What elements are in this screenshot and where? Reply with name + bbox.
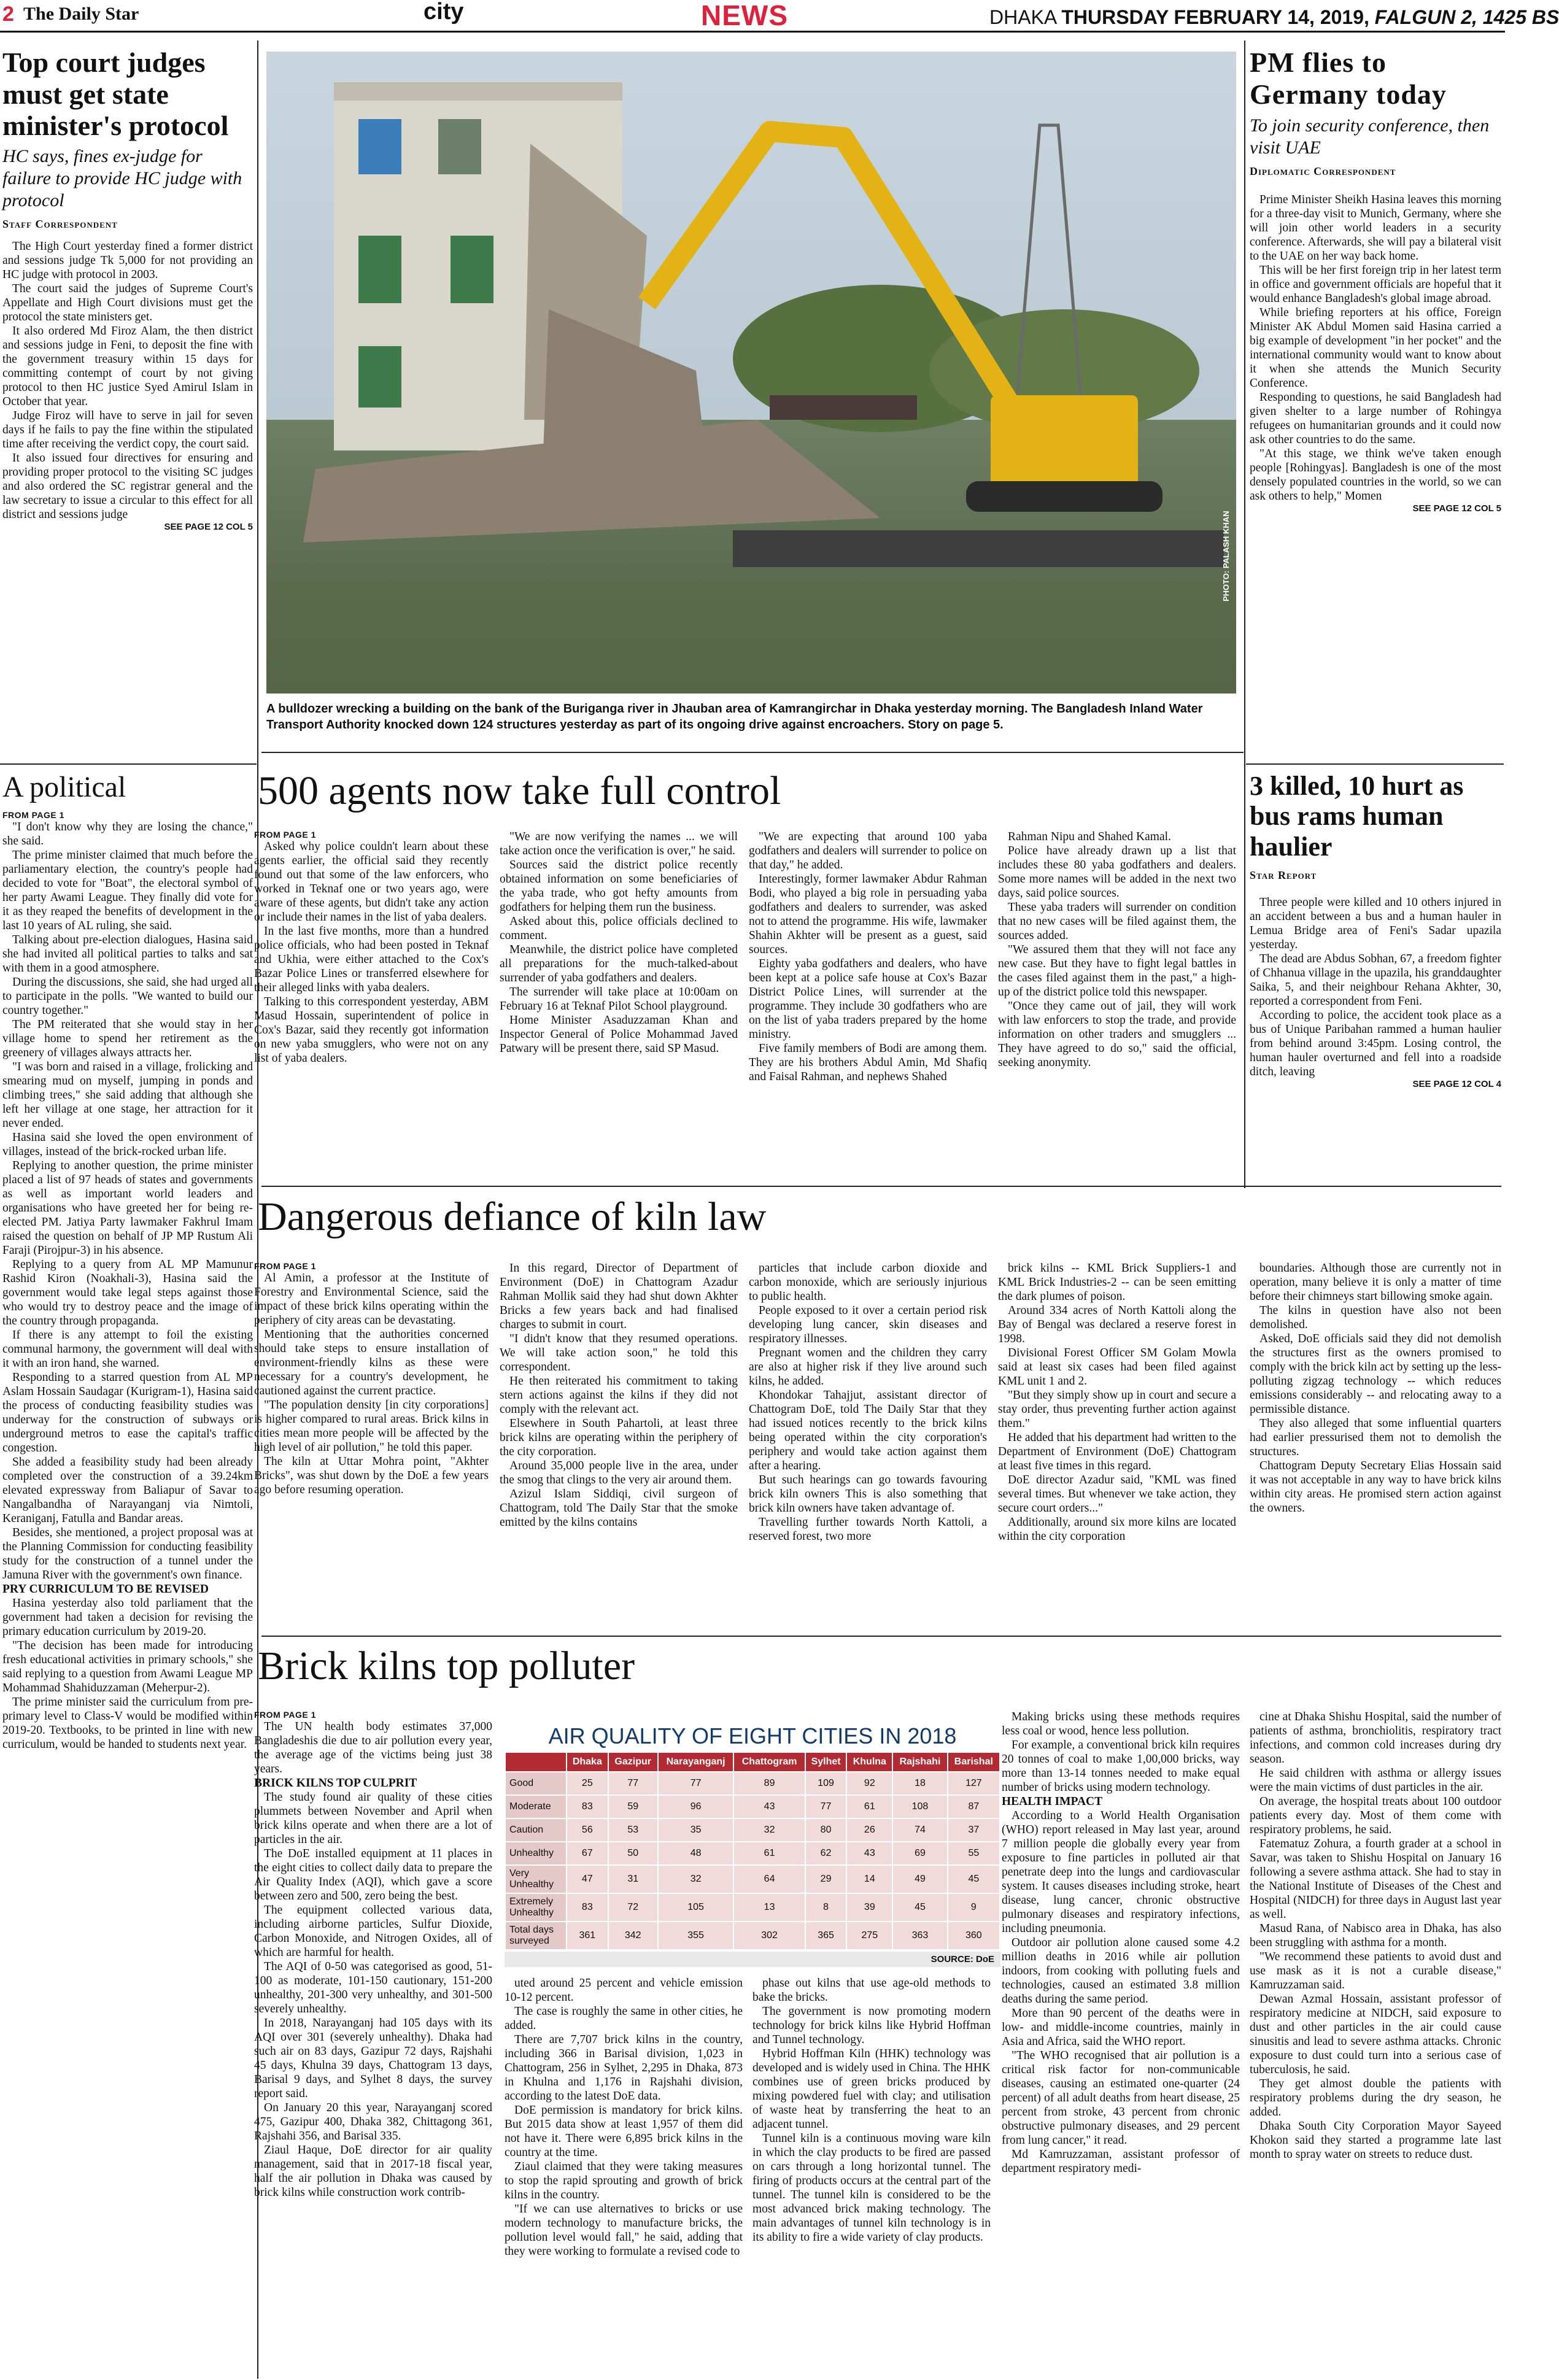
agents-column-2 [500,830,738,1183]
table-cell: 361 [567,1922,608,1950]
section-rule [0,763,257,765]
paragraph: The government is now promoting modern technology for brick kilns like Hybrid Hoffman and Tunnel technology. [752,2005,991,2046]
date-prefix: DHAKA [989,6,1056,28]
table-body [505,1772,1000,1950]
table-cell: 37 [948,1818,1000,1842]
brick-column-2 [505,1976,743,2378]
table-row [505,1922,1000,1950]
paragraph: Replying to a query from AL MP Mamunur Rashid Kiron (Noakhali-3), Hasina said the government would take legal steps against those who would try to destroy peace and the image of the country through propaganda. [2,1258,253,1327]
headline: 3 killed, 10 hurt as bus rams human haulier [1250,771,1464,862]
corner-cell [505,1752,567,1772]
table-cell: 275 [846,1922,892,1950]
section-rule [261,1186,1501,1187]
table-cell: 45 [948,1865,1000,1893]
table-row [505,1893,1000,1922]
paragraph: Meanwhile, the district police have completed all preparations for the much-talked-about surrender of yaba godfathers and dealers. [500,943,738,984]
paragraph: Rahman Nipu and Shahed Kamal. [1008,830,1171,843]
column-header: Gazipur [608,1752,658,1772]
table-cell: 74 [892,1818,947,1842]
paragraph: Ziaul Haque, DoE director for air quality management, said that in 2017-18 fiscal year, half the air pollution in Dhaka was caused by brick kilns while construction work contrib- [254,2144,492,2199]
table-cell: 31 [608,1865,658,1893]
paragraph: Mentioning that the authorities concerned should take steps to ensure installation of environment-friendly kilns as these were necessary for a country's development, he cautioned against the current practice. [254,1328,489,1397]
headline: Dangerous defiance of kiln law [258,1194,767,1239]
table-cell: 35 [658,1818,734,1842]
paragraph: Dhaka South City Corporation Mayor Sayeed Khokon said they started a programme late last month to spray water on streets to reduce dust. [1250,2120,1501,2161]
kiln-column-3 [749,1261,987,1629]
kiln-column-5 [1250,1261,1501,1629]
table-cell: 127 [948,1772,1000,1795]
headline: Brick kilns top polluter [258,1644,635,1688]
paragraph: "We are now verifying the names ... we will take action once the verification is over," he said. [500,830,738,857]
article-body [1250,895,1501,1079]
table-cell: 14 [846,1865,892,1893]
table-cell: 77 [608,1772,658,1795]
kiln-column-1 [254,1261,489,1629]
table-cell: 45 [892,1893,947,1922]
section-rule [1246,763,1504,765]
table-cell: 80 [805,1818,847,1842]
paragraph: The prime minister said the curriculum from pre-primary level to Class-V would be modified within 2019-20. Textbooks, to be printed in line with new curriculum, would be handed to students next year. [2,1695,253,1751]
article-brick-headline [254,1644,991,1705]
paragraph: For example, a conventional brick kiln requires 20 tonnes of coal to make 1,00,000 bricks, way more than 13-14 tonnes needed to make equal number of bricks using modern technology. [1002,1739,1240,1794]
table-source: SOURCE: DoE [505,1952,1000,1967]
paragraph: Talking to this correspondent yesterday, ABM Masud Hossain, superintendent of police in Cox's Bazar, said they recently got information on new yaba smugglers, who were not on any list of yaba dealers. [254,995,489,1065]
row-label: Very Unhealthy [505,1865,567,1893]
table-cell: 89 [733,1772,805,1795]
paragraph: Hasina said she loved the open environment of villages, instead of the brick-rocked urban life. [2,1130,253,1158]
from-page-label: FROM PAGE 1 [2,809,64,820]
table-cell: 96 [658,1795,734,1818]
paragraph: Home Minister Asaduzzaman Khan and Inspector General of Police Mohammad Javed Patwary will be present there, said SP Masud. [500,1014,738,1055]
table-title: AIR QUALITY OF EIGHT CITIES IN 2018 [548,1723,957,1748]
paragraph: The PM reiterated that she would stay in her village home to spend her retirement as the greenery of villages always attracts her. [2,1018,253,1059]
deck: To join security conference, then visit UAE [1250,115,1490,158]
paragraph: "I didn't know that they resumed operations. We will take action soon," he told this correspondent. [500,1332,738,1374]
paragraph: "Once they came out of jail, they will work with law enforcers to stop the trade, and provide information on other traders and smugglers ... They have agreed to do so," said the official, seeking anonymity. [998,1000,1236,1069]
paragraph: In the last five months, more than a hundred police officials, who had been posted in Teknaf and Ukhia, were either attached to the Cox's Bazar Police Lines or transferred elsewhere for their alleged links with yaba dealers. [254,925,489,994]
paragraph: Azizul Islam Siddiqi, civil surgeon of Chattogram, told The Daily Star that the smoke emitted by the kilns contains [500,1488,738,1529]
paragraph: Masud Rana, of Nabisco area in Dhaka, has also been struggling with asthma for a month. [1250,1922,1501,1949]
paragraph: The court said the judges of Supreme Court's Appellate and High Court divisions must get the protocol the state ministers get. [2,282,253,323]
paragraph: Outdoor air pollution alone caused some 4.2 million deaths in 2016 while air pollution indoors, from cooking with polluting fuels and technologies, caused an estimated 3.8 million deaths during the same period. [1002,1936,1240,2006]
table-cell: 77 [805,1795,847,1818]
table-row [505,1772,1000,1795]
table-cell: 49 [892,1865,947,1893]
paragraph: She added a feasibility study had been already completed over the construction of a 39.24km elevated expressway from Baliapur of Savar to Nangalbandha of Narayanganj via Nimtoli, Keraniganj, Fatulla and Bandar areas. [2,1455,253,1525]
paragraph: There are 7,707 brick kilns in the country, including 366 in Barisal division, 1,023 in Chattogram, 256 in Sylhet, 2,295 in Dhaka, 873 in Khulna and 1,176 in Rajshahi division, according to the latest DoE data. [505,2033,743,2103]
paragraph: DoE director Azadur said, "KML was fined several times. But whenever we take action, they secure court orders..." [998,1474,1236,1515]
paragraph: "We recommend these patients to avoid dust and use mask as it is not a curable disease," Kamruzzaman said. [1250,1950,1501,1992]
table-cell: 67 [567,1842,608,1865]
paragraph: Dewan Azmal Hossain, assistant professor of respiratory medicine at NIDCH, said exposure to dust and other particles in the air could cause sinusitis and lead to severe asthma attacks. Chronic exposure to dust could turn into a serious case of tuberculosis, he said. [1250,1993,1501,2076]
table-cell: 77 [658,1772,734,1795]
dateline [989,6,1559,29]
paragraph: Around 35,000 people live in the area, under the smog that clings to the very air around them. [500,1459,738,1486]
paragraph: "If we can use alternatives to bricks or use modern technology to manufacture bricks, the pollution level would fall," he said, adding that they were working to formulate a revised code to [505,2203,743,2258]
paragraph: The case is roughly the same in other cities, he added. [505,2005,743,2032]
from-page-label: FROM PAGE 1 [254,830,316,840]
table-cell: 18 [892,1772,947,1795]
row-label: Good [505,1772,567,1795]
paragraph: "The population density [in city corporations] is higher compared to rural areas. Brick kilns in cities mean more people will be affected by the high level of air pollution," he told this paper. [254,1399,489,1454]
paragraph: During the discussions, she said, she had urged all to participate in the polls. "We wanted to build our country together." [2,975,253,1017]
table-cell: 25 [567,1772,608,1795]
table-cell: 61 [733,1842,805,1865]
news-photo [266,52,1236,694]
subhead: BRICK KILNS TOP CULPRIT [254,1777,417,1790]
paragraph: The study found air quality of these cities plummets between November and April when brick kilns operate and when there are a lot of particles in the air. [254,1791,492,1846]
aqi-table-graphic [505,1723,1000,1967]
section-tag: NEWS [701,0,788,31]
headline: Top court judges must get state minister's protocol [2,47,229,142]
article-body [1250,193,1501,503]
paragraph: Ziaul claimed that they were taking measures to stop the rapid sprouting and growth of brick kilns in the country. [505,2160,743,2201]
table-header-row [505,1752,1000,1772]
column-header: Rajshahi [892,1752,947,1772]
table-cell: 8 [805,1893,847,1922]
paragraph: boundaries. Although those are currently not in operation, many believe it is only a matter of time before their chimneys start billowing smoke again. [1250,1262,1501,1303]
paragraph: He added that his department had written to the Department of Environment (DoE) Chattogram at least five times in this regard. [998,1431,1236,1472]
paragraph: He then reiterated his commitment to taking stern actions against the kilns if they did not comply with the relevant act. [500,1375,738,1416]
paragraph: In this regard, Director of Department of Environment (DoE) in Chattogram Azadur Rahman Mollik said they had shut down Akhter Bricks a few years back and had finalised charges to submit in court. [500,1262,738,1331]
paragraph: phase out kilns that use age-old methods to bake the bricks. [752,1977,991,2004]
byline: Diplomatic Correspondent [1250,165,1396,178]
table-cell: 59 [608,1795,658,1818]
section-label: city [424,0,464,25]
paragraph: Sources said the district police recently obtained information on some beneficiaries of the yaba trade, who got hefty amounts from godfathers for helping them run the business. [500,859,738,914]
paragraph: Elsewhere in South Pahartoli, at least three brick kilns are operating within the periphery of the city corporation. [500,1417,738,1458]
table-cell: 365 [805,1922,847,1950]
paragraph: Interestingly, former lawmaker Abdur Rahman Bodi, who played a big role in persuading yaba godfathers and dealers to surrender, was asked not to attend the programme. His wife, lawmaker Shahin Akhter will be present as a guest, said sources. [749,873,987,956]
paragraph: Replying to another question, the prime minister placed a list of 97 heads of states and governments as well as important world leaders and organisations who have greeted her for being re-elected PM. Jatiya Party lawmaker Fakhrul Imam raised the question on behalf of JP MP Rustum Ali Faraji (Pirojpur-3) in his absence. [2,1159,253,1257]
paragraph: But such hearings can go towards favouring brick kiln owners This is also something that brick kiln owners have taken advantage of. [749,1474,987,1515]
jump-link[interactable]: SEE PAGE 12 COL 4 [1412,1078,1501,1089]
table-cell: 9 [948,1893,1000,1922]
paragraph: It also ordered Md Firoz Alam, the then district and sessions judge in Feni, to deposit the fine with the government treasury within 15 days for committing contempt of court by not giving protocol to then HC justice Syed Amirul Islam in October that year. [2,324,253,408]
table-cell: 87 [948,1795,1000,1818]
jump-link[interactable]: SEE PAGE 12 COL 5 [164,521,253,532]
paragraph: The kiln at Uttar Mohra point, "Akhter Bricks", was shut down by the DoE a few years ago before resuming operation. [254,1455,489,1496]
paragraph: Asked about this, police officials declined to comment. [500,915,738,942]
paragraph: Responding to questions, he said Bangladesh had given shelter to a large number of Rohingya refugees on humanitarian grounds and it could now ask other countries to do the same. [1250,391,1501,447]
paragraph: Talking about pre-election dialogues, Hasina said she had invited all political parties to talks and sat with them in a good atmosphere. [2,933,253,975]
table-cell: 50 [608,1842,658,1865]
table-cell: 72 [608,1893,658,1922]
table-cell: 55 [948,1842,1000,1865]
paragraph: Responding to a starred question from AL MP Aslam Hossain Saudagar (Kurigram-1), Hasina said the process of conducting feasibility studies was underway for the construction of subways or underground metros to ease the capital's traffic congestion. [2,1370,253,1455]
from-page-label: FROM PAGE 1 [254,1710,316,1720]
headline: PM flies to Germany today [1250,47,1447,110]
paragraph: These yaba traders will surrender on condition that no new cases will be filed against them, the sources added. [998,901,1236,942]
masthead [0,0,1559,33]
table-cell: 363 [892,1922,947,1950]
paragraph: Travelling further towards North Kattoli, a reserved forest, two more [749,1516,987,1543]
row-label: Unhealthy [505,1842,567,1865]
table-cell: 109 [805,1772,847,1795]
paragraph: According to a World Health Organisation (WHO) report released in May last year, around 7 million people die globally every year from exposure to fine particles in polluted air that penetrate deep into the lungs and cardiovascular system. It causes diseases including stroke, heart disease, lung cancer, chronic obstructive pulmonary diseases and respiratory infections, including pneumonia. [1002,1809,1240,1935]
paragraph: According to police, the accident took place as a bus of Unique Paribahan rammed a human haulier from behind around 3:45pm. Losing control, the human hauler overturned and fell into a roadside ditch, leaving [1250,1008,1501,1078]
headline: A political [2,771,126,803]
paragraph: He said children with asthma or allergy issues were the main victims of dust particles in the air. [1250,1767,1501,1794]
deck: HC says, fines ex-judge for failure to provide HC judge with protocol [2,145,242,211]
paragraph: "I don't know why they are losing the chance," she said. [2,820,253,848]
column-header: Khulna [846,1752,892,1772]
paragraph: "But they simply show up in court and secure a stay order, thus preventing further action against them." [998,1389,1236,1430]
paragraph: Khondokar Tahajjut, assistant director of Chattogram DoE, told The Daily Star that they had issued notices recently to the brick kilns being operated within the city corporation's periphery and would take action against them after a hearing. [749,1389,987,1472]
paragraph: Tunnel kiln is a continuous moving ware kiln in which the clay products to be fired are passed on cars through a long horizontal tunnel. The firing of products occurs at the central part of the tunnel. The tunnel kiln is considered to be the most advanced brick making technology. The main advantages of tunnel kiln technology is in its ability to fire a wide variety of clay products. [752,2132,991,2244]
article-body [2,239,253,522]
paragraph: "The WHO recognised that air pollution is a critical risk factor for non-communicable diseases, causing an estimated one-quarter (24 percent) of all adult deaths from heart disease, 25 percent from stroke, 43 percent from chronic obstructive pulmonary diseases, and 29 percent from lung cancer," it read. [1002,2049,1240,2147]
agents-column-1 [254,830,489,1183]
table-cell: 13 [733,1893,805,1922]
column-header: Narayanganj [658,1752,734,1772]
table-cell: 32 [733,1818,805,1842]
article-court [2,47,253,762]
paragraph: Making bricks using these methods requires less coal or wood, hence less pollution. [1002,1710,1240,1737]
paragraph: They get almost double the patients with respiratory problems during the dry season, he added. [1250,2077,1501,2119]
paragraph: The AQI of 0-50 was categorised as good, 51-100 as moderate, 101-150 cautionary, 151-200 unhealthy, 201-300 very unhealthy, and 301-500 severely unhealthy. [254,1960,492,2015]
demolition-photo-illustration [266,52,1236,694]
article-bus [1250,771,1501,1182]
date-main: THURSDAY FEBRUARY 14, 2019, [1061,6,1369,28]
agents-column-4 [998,830,1236,1183]
paragraph: "We assured them that they will not face any new case. But they have to fight legal battles in the cases filed against them in the past," a high-up of the district police told this newspaper. [998,943,1236,999]
table-cell: 342 [608,1922,658,1950]
paragraph: brick kilns -- KML Brick Suppliers-1 and KML Brick Industries-2 -- can be seen emitting the dark plumes of poison. [998,1262,1236,1303]
column-header: Barishal [948,1752,1000,1772]
paragraph: More than 90 percent of the deaths were in low- and middle-income countries, mainly in Asia and Africa, said the WHO report. [1002,2007,1240,2048]
table-cell: 83 [567,1795,608,1818]
paragraph: Besides, she mentioned, a project proposal was at the Planning Commission for conducting feasibility study for the construction of a tunnel under the Jamuna River with the government's own finance. [2,1526,253,1582]
paragraph: On average, the hospital treats about 100 outdoor patients every day. Most of them come with respiratory problems, he said. [1250,1795,1501,1836]
paragraph: Pregnant women and the children they carry are also at higher risk if they live around such kilns, he added. [749,1346,987,1388]
table-cell: 360 [948,1922,1000,1950]
table-cell: 69 [892,1842,947,1865]
paragraph: Md Kamruzzaman, assistant professor of department respiratory medi- [1002,2148,1240,2175]
byline: Star Report [1250,868,1317,881]
table-cell: 32 [658,1865,734,1893]
column-header: Dhaka [567,1752,608,1772]
column-header: Sylhet [805,1752,847,1772]
table-cell: 108 [892,1795,947,1818]
table-row [505,1818,1000,1842]
paragraph: They also alleged that some influential quarters had earlier pressurised them not to demolish the structures. [1250,1417,1501,1458]
photo-credit: PHOTO: PALASH KHAN [1221,511,1231,601]
table-cell: 53 [608,1818,658,1842]
table-cell: 62 [805,1842,847,1865]
paragraph: "At this stage, we think we've taken enough people [Rohingyas]. Bangladesh is one of the most densely populated countries in the world, so we can ask others to help," Momen [1250,447,1501,503]
table-cell: 29 [805,1865,847,1893]
table-cell: 92 [846,1772,892,1795]
paragraph: Al Amin, a professor at the Institute of Forestry and Environmental Science, said the impact of these brick kilns operating within the periphery of city areas can be devastating. [254,1272,489,1327]
agents-column-3 [749,830,987,1183]
table-row [505,1865,1000,1893]
paragraph: The prime minister claimed that much before the parliamentary election, the country's people had decided to vote for "Boat", the electoral symbol of her party Awami League. They finally did vote for it as they reaped the benefits of development in the last 10 years of AL ruling, she said. [2,848,253,932]
paragraph: Asked why police couldn't learn about these agents earlier, the official said they recently found out that some of the law enforcers, who worked in Teknaf one or two years ago, were aware of these agents, but didn't take any action or include their names in the list of yaba dealers. [254,840,489,924]
table-cell: 105 [658,1893,734,1922]
section-rule [261,1636,1501,1637]
brick-column-3 [752,1976,991,2378]
paragraph: Eighty yaba godfathers and dealers, who have been kept at a police safe house at Cox's Bazar District Police Lines, will surrender at the programme. They include 30 godfathers who are on the list of yaba traders prepared by the home ministry. [749,957,987,1041]
row-label: Caution [505,1818,567,1842]
paragraph: "I was born and raised in a village, frolicking and smearing mud on myself, jumping in ponds and climbing trees," she said adding that although she left her village at one stage, her attraction for it never ended. [2,1060,253,1130]
paragraph: The surrender will take place at 10:00am on February 16 at Teknaf Pilot School playground. [500,986,738,1013]
table-row [505,1795,1000,1818]
brick-column-1 [254,1710,492,2378]
paragraph: While briefing reporters at his office, Foreign Minister AK Abdul Momen said Hasina carried a big example of development "in her pocket" and the international community would want to know about it when she attends the Munich Security Conference. [1250,306,1501,390]
table-cell: 26 [846,1818,892,1842]
article-pm [1250,47,1501,762]
table-cell: 355 [658,1922,734,1950]
byline: Staff Correspondent [2,217,118,230]
paragraph: The UN health body estimates 37,000 Bangladeshis die due to air pollution every year, the average age of the victims being just 38 years. [254,1720,492,1775]
paragraph: The High Court yesterday fined a former district and sessions judge Tk 5,000 for not providing an HC judge with protocol in 2003. [2,239,253,281]
paragraph: Hybrid Hoffman Kiln (HHK) technology was developed and is widely used in China. The HHK combines use of green bricks produced by mixing powdered fuel with clay; and utilisation of waste heat by transferring the heat to an adjacent tunnel. [752,2047,991,2131]
paper-logo: The Daily Star [23,4,139,24]
paragraph: Hasina yesterday also told parliament that the government had taken a decision for revising the primary education curriculum by 2019-20. [2,1596,253,1638]
brick-column-5 [1250,1710,1501,2378]
table-cell: 48 [658,1842,734,1865]
row-label: Extremely Unhealthy [505,1893,567,1922]
table-cell: 47 [567,1865,608,1893]
table-cell: 43 [733,1795,805,1818]
paragraph: Fatematuz Zohura, a fourth grader at a school in Savar, was taken to Shishu Hospital on January 16 following a severe asthma attack. She had to stay in the National Institute of Diseases of the Chest and Hospital (NIDCH) for three days in August last year as well. [1250,1837,1501,1921]
jump-link[interactable]: SEE PAGE 12 COL 5 [1412,503,1501,514]
row-label: Moderate [505,1795,567,1818]
table-cell: 39 [846,1893,892,1922]
photo-caption: A bulldozer wrecking a building on the bank of the Buriganga river in Jhauban area of Kamrangirchar in Dhaka yesterday morning. The Bangladesh Inland Water Transport Authority knocked down 124 structures yesterday as part of its ongoing drive against encroachers. Story on page 5. [266,702,1203,732]
section-rule [261,752,1244,753]
subhead: PRY CURRICULUM TO BE REVISED [2,1582,209,1596]
column-rule [1244,41,1245,1188]
kiln-column-4 [998,1261,1236,1629]
paragraph: The DoE installed equipment at 11 places in the eight cities to collect daily data to prepare the Air Quality Index (AQI), which gave a score between zero and 500, zero being the best. [254,1847,492,1903]
table-cell: 64 [733,1865,805,1893]
paragraph: It also issued four directives for ensuring and providing proper protocol to the visiting SC judges and also ordered the SC registrar general and the law secretary to issue a circular to this effect for all district and sessions judge [2,451,253,521]
paragraph: If there is any attempt to foil the existing communal harmony, the government will deal with it with an iron hand, she warned. [2,1328,253,1370]
table-cell: 43 [846,1842,892,1865]
aqi-table [505,1752,1000,1950]
paragraph: On January 20 this year, Narayanganj scored 475, Gazipur 400, Dhaka 382, Chittagong 361, Rajshahi 356, and Barisal 335. [254,2101,492,2142]
table-cell: 83 [567,1893,608,1922]
paragraph: Judge Firoz will have to serve in jail for seven days if he fails to pay the fine within the stipulated time after receiving the verdict copy, the court said. [2,409,253,450]
paragraph: The kilns in question have also not been demolished. [1250,1304,1501,1331]
table-cell: 61 [846,1795,892,1818]
table-row [505,1842,1000,1865]
paragraph: "The decision has been made for introducing fresh educational activities in primary schools," she said replying to a question from Awami League MP Mohammad Shahiduzzaman (Meherpur-2). [2,1639,253,1694]
paragraph: Around 334 acres of North Kattoli along the Bay of Bengal was declared a reserve forest in 1998. [998,1304,1236,1345]
paragraph: Three people were killed and 10 others injured in an accident between a bus and a human hauler in Lemua Bridge area of Feni's Sadar upazila yesterday. [1250,895,1501,951]
brick-column-4 [1002,1710,1240,2378]
row-label: Total days surveyed [505,1922,567,1950]
subhead: HEALTH IMPACT [1002,1795,1103,1808]
paragraph: "We are expecting that around 100 yaba godfathers and dealers will surrender to police on that day," he added. [749,830,987,871]
paragraph: uted around 25 percent and vehicle emission 10-12 percent. [505,1977,743,2004]
paragraph: Chattogram Deputy Secretary Elias Hossain said it was not acceptable in any way to have brick kilns within city areas. He promised stern action against the owners. [1250,1459,1501,1515]
table-cell: 56 [567,1818,608,1842]
from-page-label: FROM PAGE 1 [254,1261,316,1271]
article-body [2,810,253,1752]
article-political [2,771,253,2378]
table-cell: 302 [733,1922,805,1950]
column-header: Chattogram [733,1752,805,1772]
paragraph: DoE permission is mandatory for brick kilns. But 2015 data show at least 1,957 of them did not have it. There were 6,895 brick kilns in the country at the time. [505,2104,743,2159]
paragraph: Police have already drawn up a list that includes these 80 yaba godfathers and dealers. Some more names will be added in the next two days, said police sources. [998,844,1236,900]
paragraph: Five family members of Bodi are among them. They are his brothers Abdul Amin, Md Shafiq and Faisal Rahman, and nephews Shahed [749,1042,987,1083]
paragraph: cine at Dhaka Shishu Hospital, said the number of patients of asthma, bronchiolitis, respiratory tract infections, and common cold increases during dry season. [1250,1710,1501,1766]
paragraph: In 2018, Narayanganj had 105 days with its AQI over 301 (severely unhealthy). Dhaka had such air on 83 days, Gazipur 72 days, Rajshahi 45 days, Khulna 39 days, Chattogram 13 days, Barisal 9 days, and Sylhet 8 days, the survey report said. [254,2017,492,2100]
paragraph: Asked, DoE officials said they did not demolish the structures first as the owners promised to comply with the brick kiln act by setting up the less-polluting zigzag technology -- which reduces emissions considerably -- and relocating away to a permissible distance. [1250,1332,1501,1416]
paragraph: particles that include carbon dioxide and carbon monoxide, which are seriously injurious to public health. [749,1262,987,1303]
paragraph: Divisional Forest Officer SM Golam Mowla said at least six cases had been filed against KML unit 1 and 2. [998,1346,1236,1388]
date-bengali: FALGUN 2, 1425 BS [1374,6,1559,28]
headline: 500 agents now take full control [258,768,781,813]
kiln-column-2 [500,1261,738,1629]
paragraph: The dead are Abdus Sobhan, 67, a freedom fighter of Chhanua village in the upazila, his granddaughter Saika, 5, and their neighbour Rehana Akhter, 30, reported a correspondent from Feni. [1250,952,1501,1008]
paragraph: People exposed to it over a certain period risk developing lung cancer, skin diseases and respiratory illnesses. [749,1304,987,1345]
paragraph: Prime Minister Sheikh Hasina leaves this morning for a three-day visit to Munich, Germany, where she will join other world leaders in a security conference. Afterwards, she will pay a bilateral visit to the UAE on her way back home. [1250,193,1501,263]
paragraph: Additionally, around six more kilns are located within the city corporation [998,1516,1236,1543]
article-kiln-headline [254,1194,1236,1256]
page-number: 2 [2,2,14,26]
paragraph: This will be her first foreign trip in her latest term in office and government officials are hopeful that it would enhance Bangladesh's global image abroad. [1250,264,1501,306]
paragraph: The equipment collected various data, including airborne particles, Sulfur Dioxide, Carbon Monoxide, and Nitrogen Oxides, all of which are harmful for health. [254,1904,492,1959]
